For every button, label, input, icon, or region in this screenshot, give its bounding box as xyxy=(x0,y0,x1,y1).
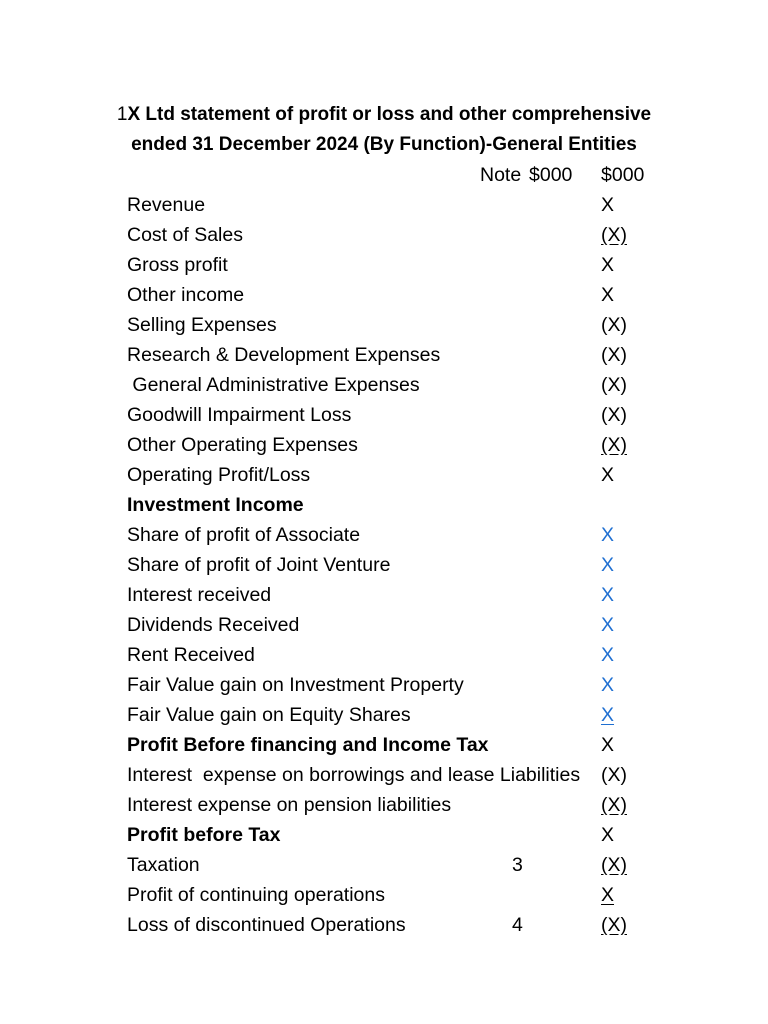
line-label: Profit before Tax xyxy=(127,824,281,846)
line-value: (X) xyxy=(601,914,627,936)
note-column-header: Note xyxy=(480,164,522,186)
line-value: (X) xyxy=(601,434,627,456)
line-item-other-income xyxy=(0,280,768,310)
line-item-research-development xyxy=(0,340,768,370)
line-item-loss-discontinued xyxy=(0,910,768,940)
line-value: X xyxy=(601,464,615,486)
line-item-revenue xyxy=(0,190,768,220)
line-label: Interest expense on pension liabilities xyxy=(127,794,452,816)
line-item-profit-before-financing xyxy=(0,730,768,760)
line-label: Share of profit of Joint Venture xyxy=(127,554,391,576)
line-label: Other Operating Expenses xyxy=(127,434,358,456)
line-label: Profit Before financing and Income Tax xyxy=(127,734,489,756)
line-note: 3 xyxy=(512,854,523,876)
line-value: X xyxy=(601,554,615,576)
section-heading-investment-income xyxy=(0,490,768,520)
line-value: X xyxy=(601,734,615,756)
line-item-selling-expenses xyxy=(0,310,768,340)
line-label: Taxation xyxy=(127,854,200,876)
line-label: Gross profit xyxy=(127,254,228,276)
line-value: X xyxy=(601,824,615,846)
line-label: Fair Value gain on Investment Property xyxy=(127,674,464,696)
title-text-1: X Ltd statement of profit or loss and other comprehensive xyxy=(127,104,652,125)
line-item-interest-received xyxy=(0,580,768,610)
line-item-interest-expense-borrowings xyxy=(0,760,768,790)
line-label: Rent Received xyxy=(127,644,255,666)
line-item-profit-before-tax xyxy=(0,820,768,850)
line-value: (X) xyxy=(601,764,627,786)
line-item-profit-continuing xyxy=(0,880,768,910)
line-item-rent-received xyxy=(0,640,768,670)
line-label: Research & Development Expenses xyxy=(127,344,441,366)
statement-title-line-1 xyxy=(0,100,768,130)
line-value: X xyxy=(601,524,615,546)
line-item-other-operating-expenses xyxy=(0,430,768,460)
line-value: (X) xyxy=(601,854,627,876)
line-label: Selling Expenses xyxy=(127,314,277,336)
line-item-goodwill-impairment xyxy=(0,400,768,430)
line-item-operating-profit xyxy=(0,460,768,490)
line-label: Interest received xyxy=(127,584,272,606)
line-value: X xyxy=(601,644,615,666)
line-item-dividends-received xyxy=(0,610,768,640)
line-value: X xyxy=(601,614,615,636)
line-label: Revenue xyxy=(127,194,206,216)
statement-title-line-2: ended 31 December 2024 (By Function)-General Entities xyxy=(131,134,637,155)
section-heading: Investment Income xyxy=(127,494,304,516)
line-value: (X) xyxy=(601,404,627,426)
col2-header: $000 xyxy=(601,164,645,186)
col1-header: $000 xyxy=(529,164,573,186)
column-header-row xyxy=(0,160,768,190)
line-value: X xyxy=(601,284,615,306)
line-value: (X) xyxy=(601,794,627,816)
line-label: Cost of Sales xyxy=(127,224,243,246)
line-value: X xyxy=(601,674,615,696)
line-item-taxation xyxy=(0,850,768,880)
line-item-interest-expense-pension xyxy=(0,790,768,820)
line-value: X xyxy=(601,584,615,606)
line-item-general-admin xyxy=(0,370,768,400)
line-item-share-joint-venture xyxy=(0,550,768,580)
line-label: Other income xyxy=(127,284,245,306)
line-label: Goodwill Impairment Loss xyxy=(127,404,352,426)
line-label: Profit of continuing operations xyxy=(127,884,385,906)
line-item-cost-of-sales xyxy=(0,220,768,250)
line-value: X xyxy=(601,884,615,906)
line-value: (X) xyxy=(601,224,627,246)
line-label: Fair Value gain on Equity Shares xyxy=(127,704,411,726)
line-value: X xyxy=(601,704,615,726)
line-item-share-associate xyxy=(0,520,768,550)
line-value: X xyxy=(601,194,615,216)
line-item-fv-equity-shares xyxy=(0,700,768,730)
line-value: (X) xyxy=(601,374,627,396)
line-item-fv-investment-property xyxy=(0,670,768,700)
line-note: 4 xyxy=(512,914,523,936)
line-label: General Administrative Expenses xyxy=(127,374,420,396)
line-label: Share of profit of Associate xyxy=(127,524,361,546)
line-label: Dividends Received xyxy=(127,614,300,636)
line-value: (X) xyxy=(601,314,627,336)
line-label: Loss of discontinued Operations xyxy=(127,914,406,936)
line-label: Operating Profit/Loss xyxy=(127,464,311,486)
line-label: Interest expense on borrowings and lease Liabilities xyxy=(127,764,581,786)
title-number: 1 xyxy=(116,104,128,125)
line-item-gross-profit xyxy=(0,250,768,280)
line-value: (X) xyxy=(601,344,627,366)
line-value: X xyxy=(601,254,615,276)
